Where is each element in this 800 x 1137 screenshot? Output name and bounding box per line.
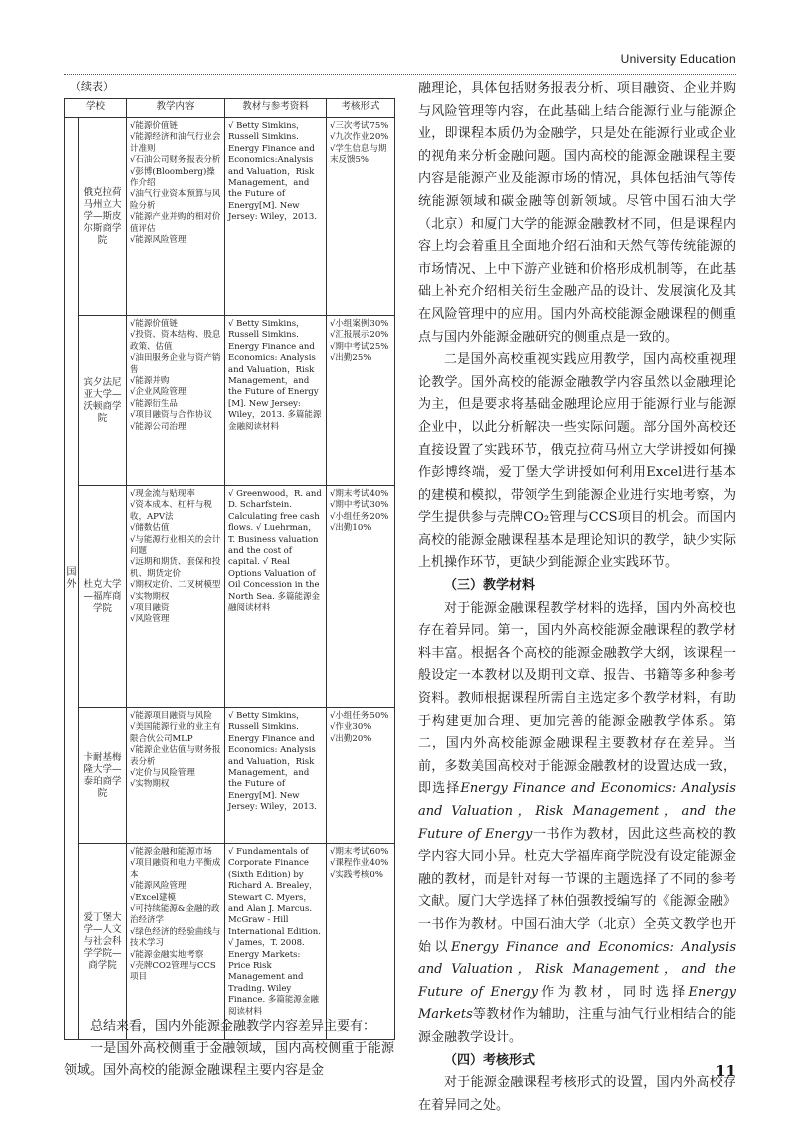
content-item: √油气行业资本预算与风险分析	[130, 189, 221, 211]
content-item: √企业风险管理	[130, 387, 187, 398]
assessment-item: √小组任务20%	[330, 511, 389, 522]
assessment-item: √汇报展示20%	[330, 330, 389, 341]
content-item: √期权定价、二叉树模型	[130, 580, 221, 591]
text-run: 等教材作为辅助，注重与油气行业相结合的能源金融教学设计。	[418, 1007, 736, 1045]
assessment-item: √出勤20%	[330, 733, 372, 744]
page-number: 11	[715, 1062, 736, 1080]
paragraph: 一是国外高校侧重于金融领域，国内高校侧重于能源领域。国外高校的能源金融课程主要内容是金	[64, 1041, 394, 1078]
materials-cell: √ Fundamentals of Corporate Finance (Sixth Edition) by Richard A. Brealey，Stewart C. Myers，and Alan J. Marcus. McGraw - Hill International Edition. √ James，T. 2008. Energy Markets: Price Risk Management and Trading. Wiley Finance. 多篇能源金融阅读材料	[225, 844, 327, 1040]
assessment-item: √出勤25%	[330, 353, 372, 364]
header-materials: 教材与参考资料	[225, 99, 327, 118]
content-item: √能源并购	[130, 376, 170, 387]
assessment-item: √期中考试25%	[330, 341, 389, 352]
content-item: √储数估值	[130, 523, 170, 534]
content-item: √项目融资与合作协议	[130, 410, 212, 421]
assessment-item: √小组任务50%	[330, 711, 389, 721]
content-item: √能源金融实地考察	[130, 949, 204, 960]
content-item: √能源企业估值与财务报表分析	[130, 745, 221, 767]
materials-cell: √ Betty Simkins，Russell Simkins. Energy Finance and Economics: Analysis and Valuation，Risk Management，and the Future of Energy[M]. New Jersey: Wiley，2013.	[225, 708, 327, 844]
assessment-cell	[327, 708, 395, 844]
assessment-item: √期末考试60%	[330, 847, 389, 857]
table-row	[65, 844, 395, 1040]
table-continued-label: （续表）	[70, 80, 114, 93]
content-item: √能源金融和能源市场	[130, 847, 212, 857]
running-header	[64, 48, 736, 75]
content-item: √现金流与贴现率	[130, 489, 195, 499]
paragraph: 对于能源金融课程考核形式的设置，国内外高校存在着异同之处。	[418, 1075, 736, 1113]
content-item: √风险管理	[130, 614, 170, 625]
content-cell	[127, 118, 225, 316]
left-body-text	[64, 1016, 394, 1082]
content-item: √能源衍生品	[130, 398, 178, 409]
assessment-item: √期中考试30%	[330, 500, 389, 511]
assessment-item: √期末考试40%	[330, 489, 389, 499]
region-cell: 国外	[65, 118, 79, 1040]
content-item: √项目融资和电力平衡成本	[130, 858, 221, 880]
content-item: √石油公司财务报表分析	[130, 155, 221, 166]
school-cell: 爱丁堡大学—人文与社会科学学院—商学院	[79, 844, 127, 1040]
left-column	[64, 78, 394, 1040]
content-item: √绿色经济的经验曲线与技术学习	[130, 926, 221, 949]
content-cell	[127, 316, 225, 486]
header-assessment: 考核形式	[327, 99, 395, 118]
paragraph: 融理论，具体包括财务报表分析、项目融资、企业并购与风险管理等内容，在此基础上结合能源行业与能源企业，即课程本质仍为金融学，只是处在能源行业或企业的视角来分析金融问题。国内高校的能源金融课程主要内容是能源产业及能源市场的情况，具体包括油气等传统能源领域和碳金融等创新领域。尽管中国石油大学（北京）和厦门大学的能源金融教材不同，但是课程内容上均会着重且全面地介绍石油和天然气等传统能源的市场情况、上中下游产业链和价格形成机制等，在此基础上补充介绍相关衍生金融产品的设计、发展演化及其在风险管理中的应用。国内外高校能源金融课程的侧重点与国内外能源金融研究的侧重点是一致的。	[418, 81, 736, 345]
content-item: √美国能源行业的业主有限合伙公司MLP	[130, 722, 221, 744]
content-item: √定价与风险管理	[130, 768, 195, 779]
book-title: Energy Markets	[418, 984, 736, 1023]
journal-title: University Education	[620, 52, 736, 66]
content-item: √壳牌CO2管理与CCS项目	[130, 961, 216, 983]
school-cell: 俄克拉荷马州立大学—斯皮尔斯商学院	[79, 118, 127, 316]
table-row	[65, 708, 395, 844]
section-heading: （三）教学材料	[444, 578, 536, 594]
assessment-item: √九次作业20%	[330, 132, 389, 143]
content-item: √能源项目融资与风险	[130, 711, 212, 721]
content-item: √能源公司治理	[130, 421, 187, 432]
table-row	[65, 118, 395, 316]
content-item: √彭博(Bloomberg)操作介绍	[130, 166, 215, 189]
table-header-row	[65, 99, 395, 118]
content-item: √能源价值链	[130, 319, 178, 329]
school-cell: 杜克大学—福库商学院	[79, 486, 127, 708]
content-item: √油田服务企业与资产销售	[130, 353, 221, 375]
content-item: √能源风险管理	[130, 881, 187, 892]
materials-cell: √ Greenwood，R. and D. Scharfstein. Calculating free cash flows. √ Luehrman，T. Business valuation and the cost of capital. √ Real Options Valuation of Oil Concession in the North Sea. 多篇能源金融阅读材料	[225, 486, 327, 708]
paragraph: 总结来看，国内外能源金融教学内容差异主要有：	[90, 1019, 377, 1034]
assessment-item: √小组案例30%	[330, 319, 389, 329]
book-title: Energy Finance and Economics: Analysis and Valuation，Risk Management，and the Future of Energy	[418, 781, 736, 842]
table-row	[65, 316, 395, 486]
paragraph: 二是国外高校重视实践应用教学，国内高校重视理论教学。国外高校的能源金融教学内容虽然以金融理论为主，但是要求将基础金融理论应用于能源行业与能源企业中，以此分析解决一些实际问题。部分国外高校还直接设置了实践环节，俄克拉荷马州立大学讲授如何操作彭博终端，爱丁堡大学讲授如何利用Excel进行基本的建模和模拟，带领学生到能源企业进行实地考察，为学生提供参与壳牌CO₂管理与CCS项目的机会。而国内高校的能源金融课程基本是理论知识的教学，缺少实际上机操作环节，更缺少到能源企业实践环节。	[418, 352, 736, 571]
materials-cell: √ Betty Simkins，Russell Simkins. Energy Finance and Economics: Analysis and Valuation，Risk Management，and the Future of Energy [M]. New Jersey: Wiley，2013. 多篇能源金融阅读材料	[225, 316, 327, 486]
content-item: √能源产业并购的相对价值评估	[130, 212, 221, 234]
content-item: √Excel建模	[130, 892, 176, 903]
right-column	[418, 78, 736, 1117]
text-run: 作为教材，同时选择	[537, 984, 689, 1000]
assessment-item: √课程作业40%	[330, 858, 389, 869]
content-cell	[127, 844, 225, 1040]
assessment-cell	[327, 118, 395, 316]
content-item: √能源经济和油气行业会计准则	[130, 132, 221, 154]
text-run: 一书作为教材，因此这些高校的教学内容大同小异。杜克大学福库商学院没有设定能源金融的教材，而是针对每一节课的主题选择了不同的参考文献。厦门大学选择了林伯强教授编写的《能源金融》一书作为教材。中国石油大学（北京）全英文教学也开始以	[418, 826, 736, 955]
paragraph	[418, 598, 736, 1050]
content-item: √能源价值链	[130, 121, 178, 131]
header-school: 学校	[65, 99, 127, 118]
content-item: √资本成本、杠杆与税收，APV法	[130, 500, 212, 522]
content-cell	[127, 486, 225, 708]
section-heading: （四）考核形式	[444, 1052, 536, 1068]
content-item: √可持续能源&金融的政治经济学	[130, 904, 220, 926]
assessment-cell	[327, 486, 395, 708]
assessment-item: √作业30%	[330, 722, 372, 733]
assessment-item: √三次考试75%	[330, 121, 389, 131]
school-cell: 宾夕法尼亚大学—沃顿商学院	[79, 316, 127, 486]
header-content: 教学内容	[127, 99, 225, 118]
assessment-cell	[327, 316, 395, 486]
content-item: √与能源行业相关的会计问题	[130, 534, 221, 557]
text-run: 对于能源金融课程教学材料的选择，国内外高校也存在着异同。第一，国内外高校能源金融课程的教学材料丰富。根据各个高校的能源金融教学大纲，该课程一般设定一本教材以及期刊文章、报告、书籍等多种参考资料。教师根据课程所需自主选定多个教学材料，有助于构建更加合理、更加完善的能源金融教学体系。第二，国内外高校能源金融课程主要教材存在差异。当前，多数美国高校对于能源金融教材的设置达成一致，即选择	[418, 600, 736, 797]
course-comparison-table	[64, 98, 395, 1040]
content-item: √远期和期货、套保和投机、期货定价	[130, 557, 221, 579]
assessment-item: √学生信息与期末反馈5%	[330, 143, 387, 166]
content-cell	[127, 708, 225, 844]
content-item: √能源风险管理	[130, 235, 187, 246]
assessment-item: √出勤10%	[330, 523, 372, 534]
assessment-item: √实践考核0%	[330, 869, 383, 880]
table-row	[65, 486, 395, 708]
school-cell: 卡耐基梅隆大学—泰珀商学院	[79, 708, 127, 844]
content-item: √实物期权	[130, 779, 170, 790]
materials-cell: √ Betty Simkins，Russell Simkins. Energy Finance and Economics:Analysis and Valuation，Risk Management，and the Future of Energy[M]. New Jersey: Wiley，2013.	[225, 118, 327, 316]
content-item: √实物期权	[130, 591, 170, 602]
content-item: √投资、资本结构、股息政策、估值	[130, 330, 221, 352]
content-item: √项目融资	[130, 603, 170, 614]
book-title: Energy Finance and Economics: Analysis and Valuation，Risk Management，and the Future of Energy	[418, 939, 736, 1000]
assessment-cell	[327, 844, 395, 1040]
